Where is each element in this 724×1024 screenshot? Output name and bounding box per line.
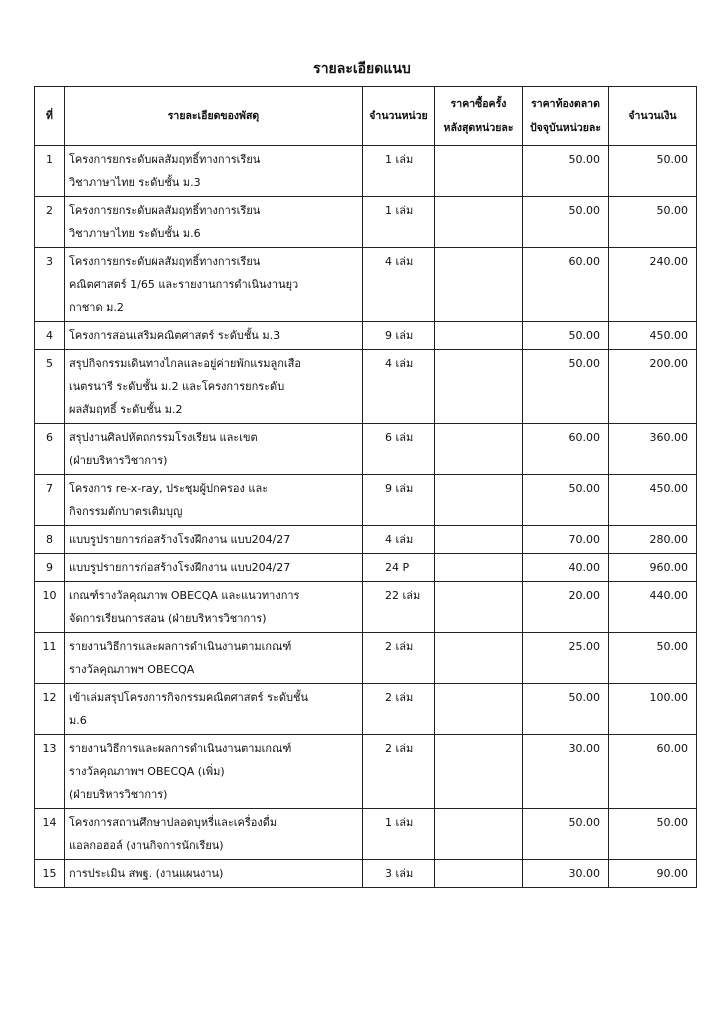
table-row (35, 322, 697, 350)
table-row (35, 554, 697, 582)
row-last-price (435, 633, 523, 684)
header-market-price-line1: ราคาท้องตลาด (531, 98, 600, 110)
table-row (35, 350, 697, 424)
row-number: 9 (35, 554, 65, 582)
row-market-price: 30.00 (523, 735, 609, 809)
row-description: โครงการสอนเสริมคณิตศาสตร์ ระดับชั้น ม.3 (65, 322, 363, 350)
row-market-price: 60.00 (523, 424, 609, 475)
row-description: การประเมิน สพฐ. (งานแผนงาน) (65, 860, 363, 888)
table-row (35, 475, 697, 526)
row-number: 14 (35, 809, 65, 860)
row-market-price: 20.00 (523, 582, 609, 633)
row-number: 2 (35, 197, 65, 248)
row-description: โครงการยกระดับผลสัมฤทธิ์ทางการเรียน วิชาภาษาไทย ระดับชั้น ม.3 (65, 146, 363, 197)
row-quantity: 2 เล่ม (363, 633, 435, 684)
row-last-price (435, 248, 523, 322)
row-amount: 60.00 (609, 735, 697, 809)
row-quantity: 1 เล่ม (363, 809, 435, 860)
row-last-price (435, 684, 523, 735)
row-quantity: 9 เล่ม (363, 322, 435, 350)
row-description: โครงการสถานศึกษาปลอดบุหรี่และเครื่องดื่ม แอลกอฮอล์ (งานกิจการนักเรียน) (65, 809, 363, 860)
table-row (35, 684, 697, 735)
row-description: แบบรูปรายการก่อสร้างโรงฝึกงาน แบบ204/27 (65, 526, 363, 554)
header-last-price (435, 87, 523, 146)
row-market-price: 50.00 (523, 146, 609, 197)
table-row (35, 146, 697, 197)
row-number: 7 (35, 475, 65, 526)
row-last-price (435, 526, 523, 554)
row-number: 8 (35, 526, 65, 554)
table-row (35, 633, 697, 684)
row-description: รายงานวิธีการและผลการดำเนินงานตามเกณฑ์ รางวัลคุณภาพฯ OBECQA (65, 633, 363, 684)
table-body (35, 146, 697, 888)
header-last-price-line2: หลังสุดหน่วยละ (443, 122, 514, 134)
table-row (35, 860, 697, 888)
table-row (35, 248, 697, 322)
row-quantity: 4 เล่ม (363, 526, 435, 554)
row-quantity: 4 เล่ม (363, 350, 435, 424)
row-last-price (435, 424, 523, 475)
header-quantity: จำนวนหน่วย (363, 87, 435, 146)
row-amount: 100.00 (609, 684, 697, 735)
row-amount: 50.00 (609, 146, 697, 197)
row-last-price (435, 146, 523, 197)
row-description: สรุปกิจกรรมเดินทางไกลและอยู่ค่ายพักแรมลูกเสือ เนตรนารี ระดับชั้น ม.2 และโครงการยกระดับ ผลสัมฤทธิ์ ระดับชั้น ม.2 (65, 350, 363, 424)
row-market-price: 40.00 (523, 554, 609, 582)
row-last-price (435, 860, 523, 888)
row-quantity: 9 เล่ม (363, 475, 435, 526)
row-quantity: 2 เล่ม (363, 684, 435, 735)
row-amount: 50.00 (609, 633, 697, 684)
row-market-price: 50.00 (523, 684, 609, 735)
table-row (35, 735, 697, 809)
row-amount: 240.00 (609, 248, 697, 322)
row-last-price (435, 554, 523, 582)
row-market-price: 50.00 (523, 197, 609, 248)
table-row (35, 526, 697, 554)
row-number: 6 (35, 424, 65, 475)
row-quantity: 4 เล่ม (363, 248, 435, 322)
row-amount: 90.00 (609, 860, 697, 888)
row-market-price: 50.00 (523, 809, 609, 860)
row-market-price: 25.00 (523, 633, 609, 684)
row-number: 11 (35, 633, 65, 684)
row-market-price: 60.00 (523, 248, 609, 322)
row-quantity: 1 เล่ม (363, 146, 435, 197)
header-no: ที่ (35, 87, 65, 146)
row-number: 10 (35, 582, 65, 633)
row-amount: 450.00 (609, 322, 697, 350)
row-amount: 50.00 (609, 809, 697, 860)
row-number: 4 (35, 322, 65, 350)
row-amount: 960.00 (609, 554, 697, 582)
row-last-price (435, 809, 523, 860)
table-row (35, 582, 697, 633)
row-market-price: 50.00 (523, 475, 609, 526)
row-amount: 280.00 (609, 526, 697, 554)
table-row (35, 424, 697, 475)
row-last-price (435, 322, 523, 350)
row-amount: 360.00 (609, 424, 697, 475)
row-description: แบบรูปรายการก่อสร้างโรงฝึกงาน แบบ204/27 (65, 554, 363, 582)
row-description: รายงานวิธีการและผลการดำเนินงานตามเกณฑ์ รางวัลคุณภาพฯ OBECQA (เพิ่ม) (ฝ่ายบริหารวิชาการ) (65, 735, 363, 809)
header-last-price-line1: ราคาซื้อครั้ง (450, 98, 507, 110)
row-number: 12 (35, 684, 65, 735)
row-number: 1 (35, 146, 65, 197)
row-last-price (435, 475, 523, 526)
row-number: 5 (35, 350, 65, 424)
page-title: รายละเอียดแนบ (313, 61, 411, 77)
row-market-price: 50.00 (523, 322, 609, 350)
row-amount: 450.00 (609, 475, 697, 526)
row-description: เกณฑ์รางวัลคุณภาพ OBECQA และแนวทางการ จัดการเรียนการสอน (ฝ่ายบริหารวิชาการ) (65, 582, 363, 633)
row-description: เข้าเล่มสรุปโครงการกิจกรรมคณิตศาสตร์ ระดับชั้น ม.6 (65, 684, 363, 735)
row-quantity: 3 เล่ม (363, 860, 435, 888)
row-market-price: 70.00 (523, 526, 609, 554)
row-quantity: 24 P (363, 554, 435, 582)
items-table (34, 86, 697, 888)
row-market-price: 50.00 (523, 350, 609, 424)
header-market-price-line2: ปัจจุบันหน่วยละ (529, 122, 602, 134)
row-quantity: 22 เล่ม (363, 582, 435, 633)
row-last-price (435, 735, 523, 809)
row-last-price (435, 350, 523, 424)
header-market-price (523, 87, 609, 146)
row-amount: 200.00 (609, 350, 697, 424)
row-market-price: 30.00 (523, 860, 609, 888)
row-number: 3 (35, 248, 65, 322)
table-row (35, 809, 697, 860)
row-number: 15 (35, 860, 65, 888)
header-amount: จำนวนเงิน (609, 87, 697, 146)
row-last-price (435, 197, 523, 248)
row-last-price (435, 582, 523, 633)
row-quantity: 6 เล่ม (363, 424, 435, 475)
row-description: โครงการยกระดับผลสัมฤทธิ์ทางการเรียน วิชาภาษาไทย ระดับชั้น ม.6 (65, 197, 363, 248)
row-description: โครงการ re-x-ray, ประชุมผู้ปกครอง และ กิจกรรมตักบาตรเติมบุญ (65, 475, 363, 526)
table-row (35, 197, 697, 248)
table-header-row (35, 87, 697, 146)
row-quantity: 1 เล่ม (363, 197, 435, 248)
row-amount: 50.00 (609, 197, 697, 248)
header-description: รายละเอียดของพัสดุ (65, 87, 363, 146)
row-quantity: 2 เล่ม (363, 735, 435, 809)
row-description: สรุปงานศิลปหัตถกรรมโรงเรียน และเขต (ฝ่ายบริหารวิชาการ) (65, 424, 363, 475)
row-description: โครงการยกระดับผลสัมฤทธิ์ทางการเรียน คณิตศาสตร์ 1/65 และรายงานการดำเนินงานยุว กาชาด ม.2 (65, 248, 363, 322)
row-number: 13 (35, 735, 65, 809)
row-amount: 440.00 (609, 582, 697, 633)
